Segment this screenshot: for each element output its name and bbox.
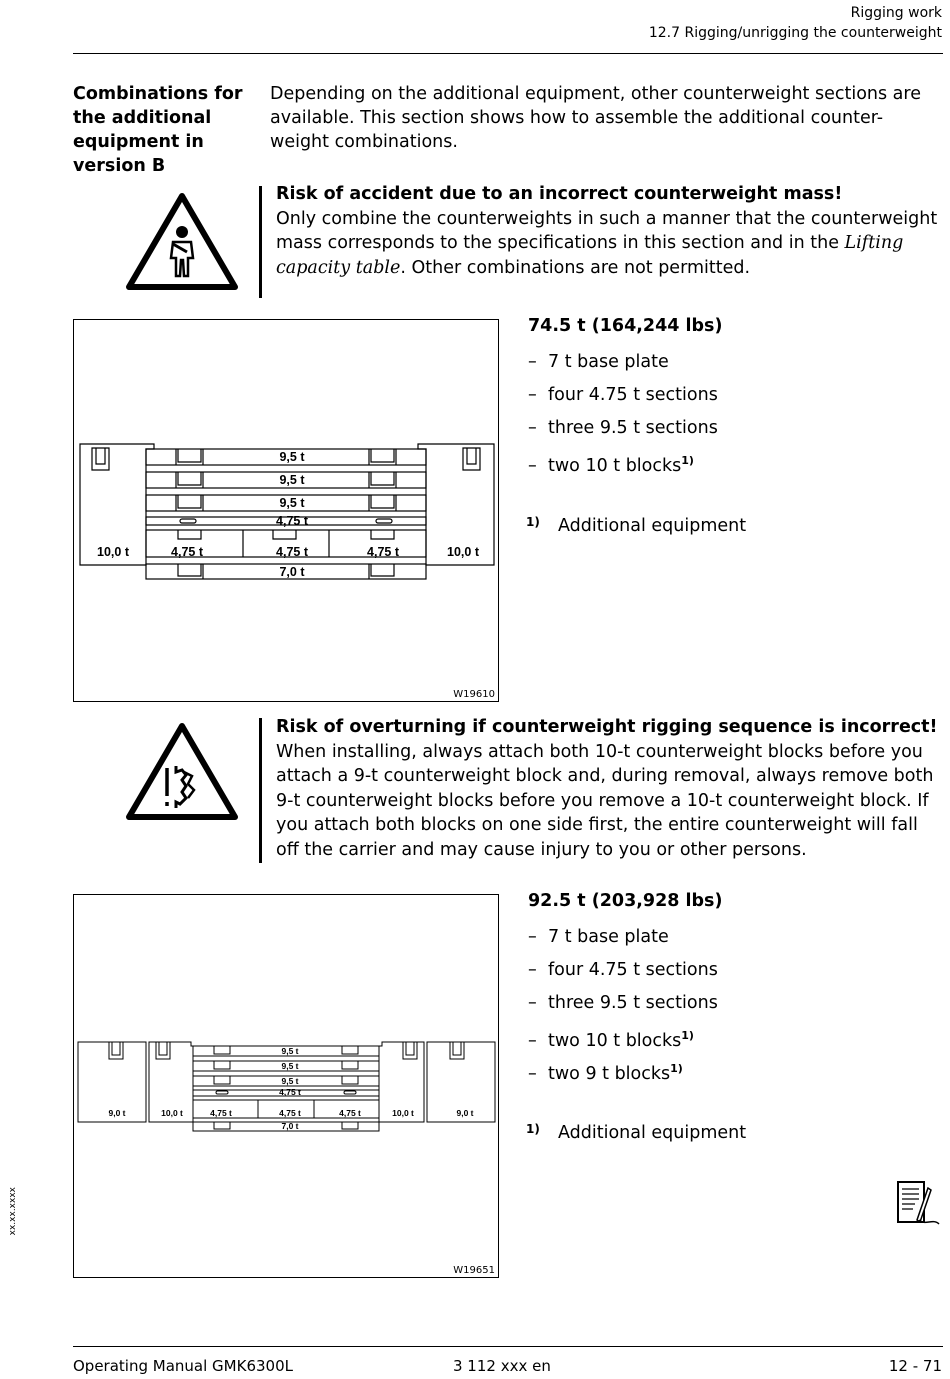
side-heading: Combinations for the additional equipment in version B <box>73 84 243 176</box>
header-rule <box>73 53 943 54</box>
label-95t-3: 9,5 t <box>281 1076 299 1086</box>
list-item: – four 4.75 t sections <box>528 385 718 405</box>
intro-paragraph: Depending on the additional equipment, other counterweight sections are available. This section shows how to assemble the additional counter-weight combinations. <box>270 84 921 152</box>
label-10t-right: 10,0 t <box>392 1108 414 1118</box>
list-item: – four 4.75 t sections <box>528 960 718 980</box>
list-item: – three 9.5 t sections <box>528 418 718 438</box>
combo1-footnote: 1) Additional equipment <box>526 515 747 536</box>
combo1-spec <box>528 316 938 484</box>
footer-rule <box>73 1346 943 1347</box>
footnote-ref: 1) <box>681 1029 694 1042</box>
lifting-capacity-table-ref: Lifting capacity table <box>276 233 904 278</box>
header-chapter: Rigging work <box>850 5 942 21</box>
warning1-text-a: Only combine the counterweights in such a manner that the counterweight mass corresponds to the specifications in this section and in the <box>276 208 938 254</box>
side-code: xx.xx.xxxx <box>8 1187 18 1236</box>
warning1-title: Risk of accident due to an incorrect counterweight mass! <box>276 184 843 204</box>
label-95t-3: 9,5 t <box>279 496 305 510</box>
label-95t-1: 9,5 t <box>279 450 305 464</box>
label-475t-thin: 4,75 t <box>276 514 308 528</box>
figure1-id: W19610 <box>453 689 495 700</box>
warning2-bar <box>259 718 262 863</box>
header-section: 12.7 Rigging/unrigging the counterweight <box>648 25 942 41</box>
label-base-7t: 7,0 t <box>281 1121 299 1131</box>
footnote-ref: 1) <box>681 454 694 467</box>
label-95t-1: 9,5 t <box>281 1046 299 1056</box>
manual-notes-icon <box>895 1180 941 1230</box>
footer-manual: Operating Manual GMK6300L <box>73 1357 293 1375</box>
footer-page: 12 - 71 <box>888 1357 942 1375</box>
figure-74t <box>73 319 499 702</box>
list-item: – two 9 t blocks$^{1)}$ <box>528 1062 683 1084</box>
figure-92t <box>73 894 499 1278</box>
label-475t-a: 4,75 t <box>171 545 203 559</box>
counterweight-diagram-74t <box>74 320 498 701</box>
label-10t-left: 10,0 t <box>97 545 129 559</box>
label-475t-c: 4,75 t <box>367 545 399 559</box>
label-9t-right: 9,0 t <box>456 1108 474 1118</box>
list-item: – two 10 t blocks$^{1)}$ <box>528 1029 694 1051</box>
warning2-title: Risk of overturning if counterweight rigging sequence is incorrect! <box>276 717 938 737</box>
label-95t-2: 9,5 t <box>279 473 305 487</box>
warning2-block <box>276 715 946 863</box>
warning2-text: When installing, always attach both 10-t counterweight blocks before you attach a 9-t counterweight block and, during removal, always remove both 9-t counterweight blocks before you remove a 10-t counterweight block. If you attach both blocks on one side first, the entire counterweight will fall off the carrier and may cause injury to you or other persons. <box>276 741 934 860</box>
combo2-footnote: 1) Additional equipment <box>526 1122 747 1143</box>
figure2-id: W19651 <box>453 1265 495 1276</box>
list-item: – two 10 t blocks$^{1)}$ <box>528 454 694 476</box>
warning1-text-b: . Other combinations are not permitted. <box>400 257 751 278</box>
overturning-warning-icon <box>124 720 240 822</box>
counterweight-diagram-92t <box>74 895 498 1277</box>
label-10t-left: 10,0 t <box>161 1108 183 1118</box>
warning1-block <box>276 182 946 280</box>
label-10t-right: 10,0 t <box>447 545 479 559</box>
footnote-ref: 1) <box>670 1062 683 1075</box>
label-475t-c: 4,75 t <box>339 1108 361 1118</box>
person-injury-warning-icon <box>124 190 240 292</box>
label-475t-a: 4,75 t <box>210 1108 232 1118</box>
warning1-bar <box>259 186 262 298</box>
combo1-title: 74.5 t (164,244 lbs) <box>528 316 723 336</box>
footer-doc-no: 3 112 xxx en <box>453 1357 551 1375</box>
list-item: – 7 t base plate <box>528 927 669 947</box>
combo2-spec <box>528 891 938 1092</box>
list-item: – 7 t base plate <box>528 352 669 372</box>
label-95t-2: 9,5 t <box>281 1061 299 1071</box>
label-9t-left: 9,0 t <box>108 1108 126 1118</box>
list-item: – three 9.5 t sections <box>528 993 718 1013</box>
label-base-7t: 7,0 t <box>279 565 305 579</box>
label-475t-b: 4,75 t <box>276 545 308 559</box>
label-475t-b: 4,75 t <box>279 1108 301 1118</box>
label-475t-thin: 4,75 t <box>279 1087 301 1097</box>
combo2-title: 92.5 t (203,928 lbs) <box>528 891 723 911</box>
